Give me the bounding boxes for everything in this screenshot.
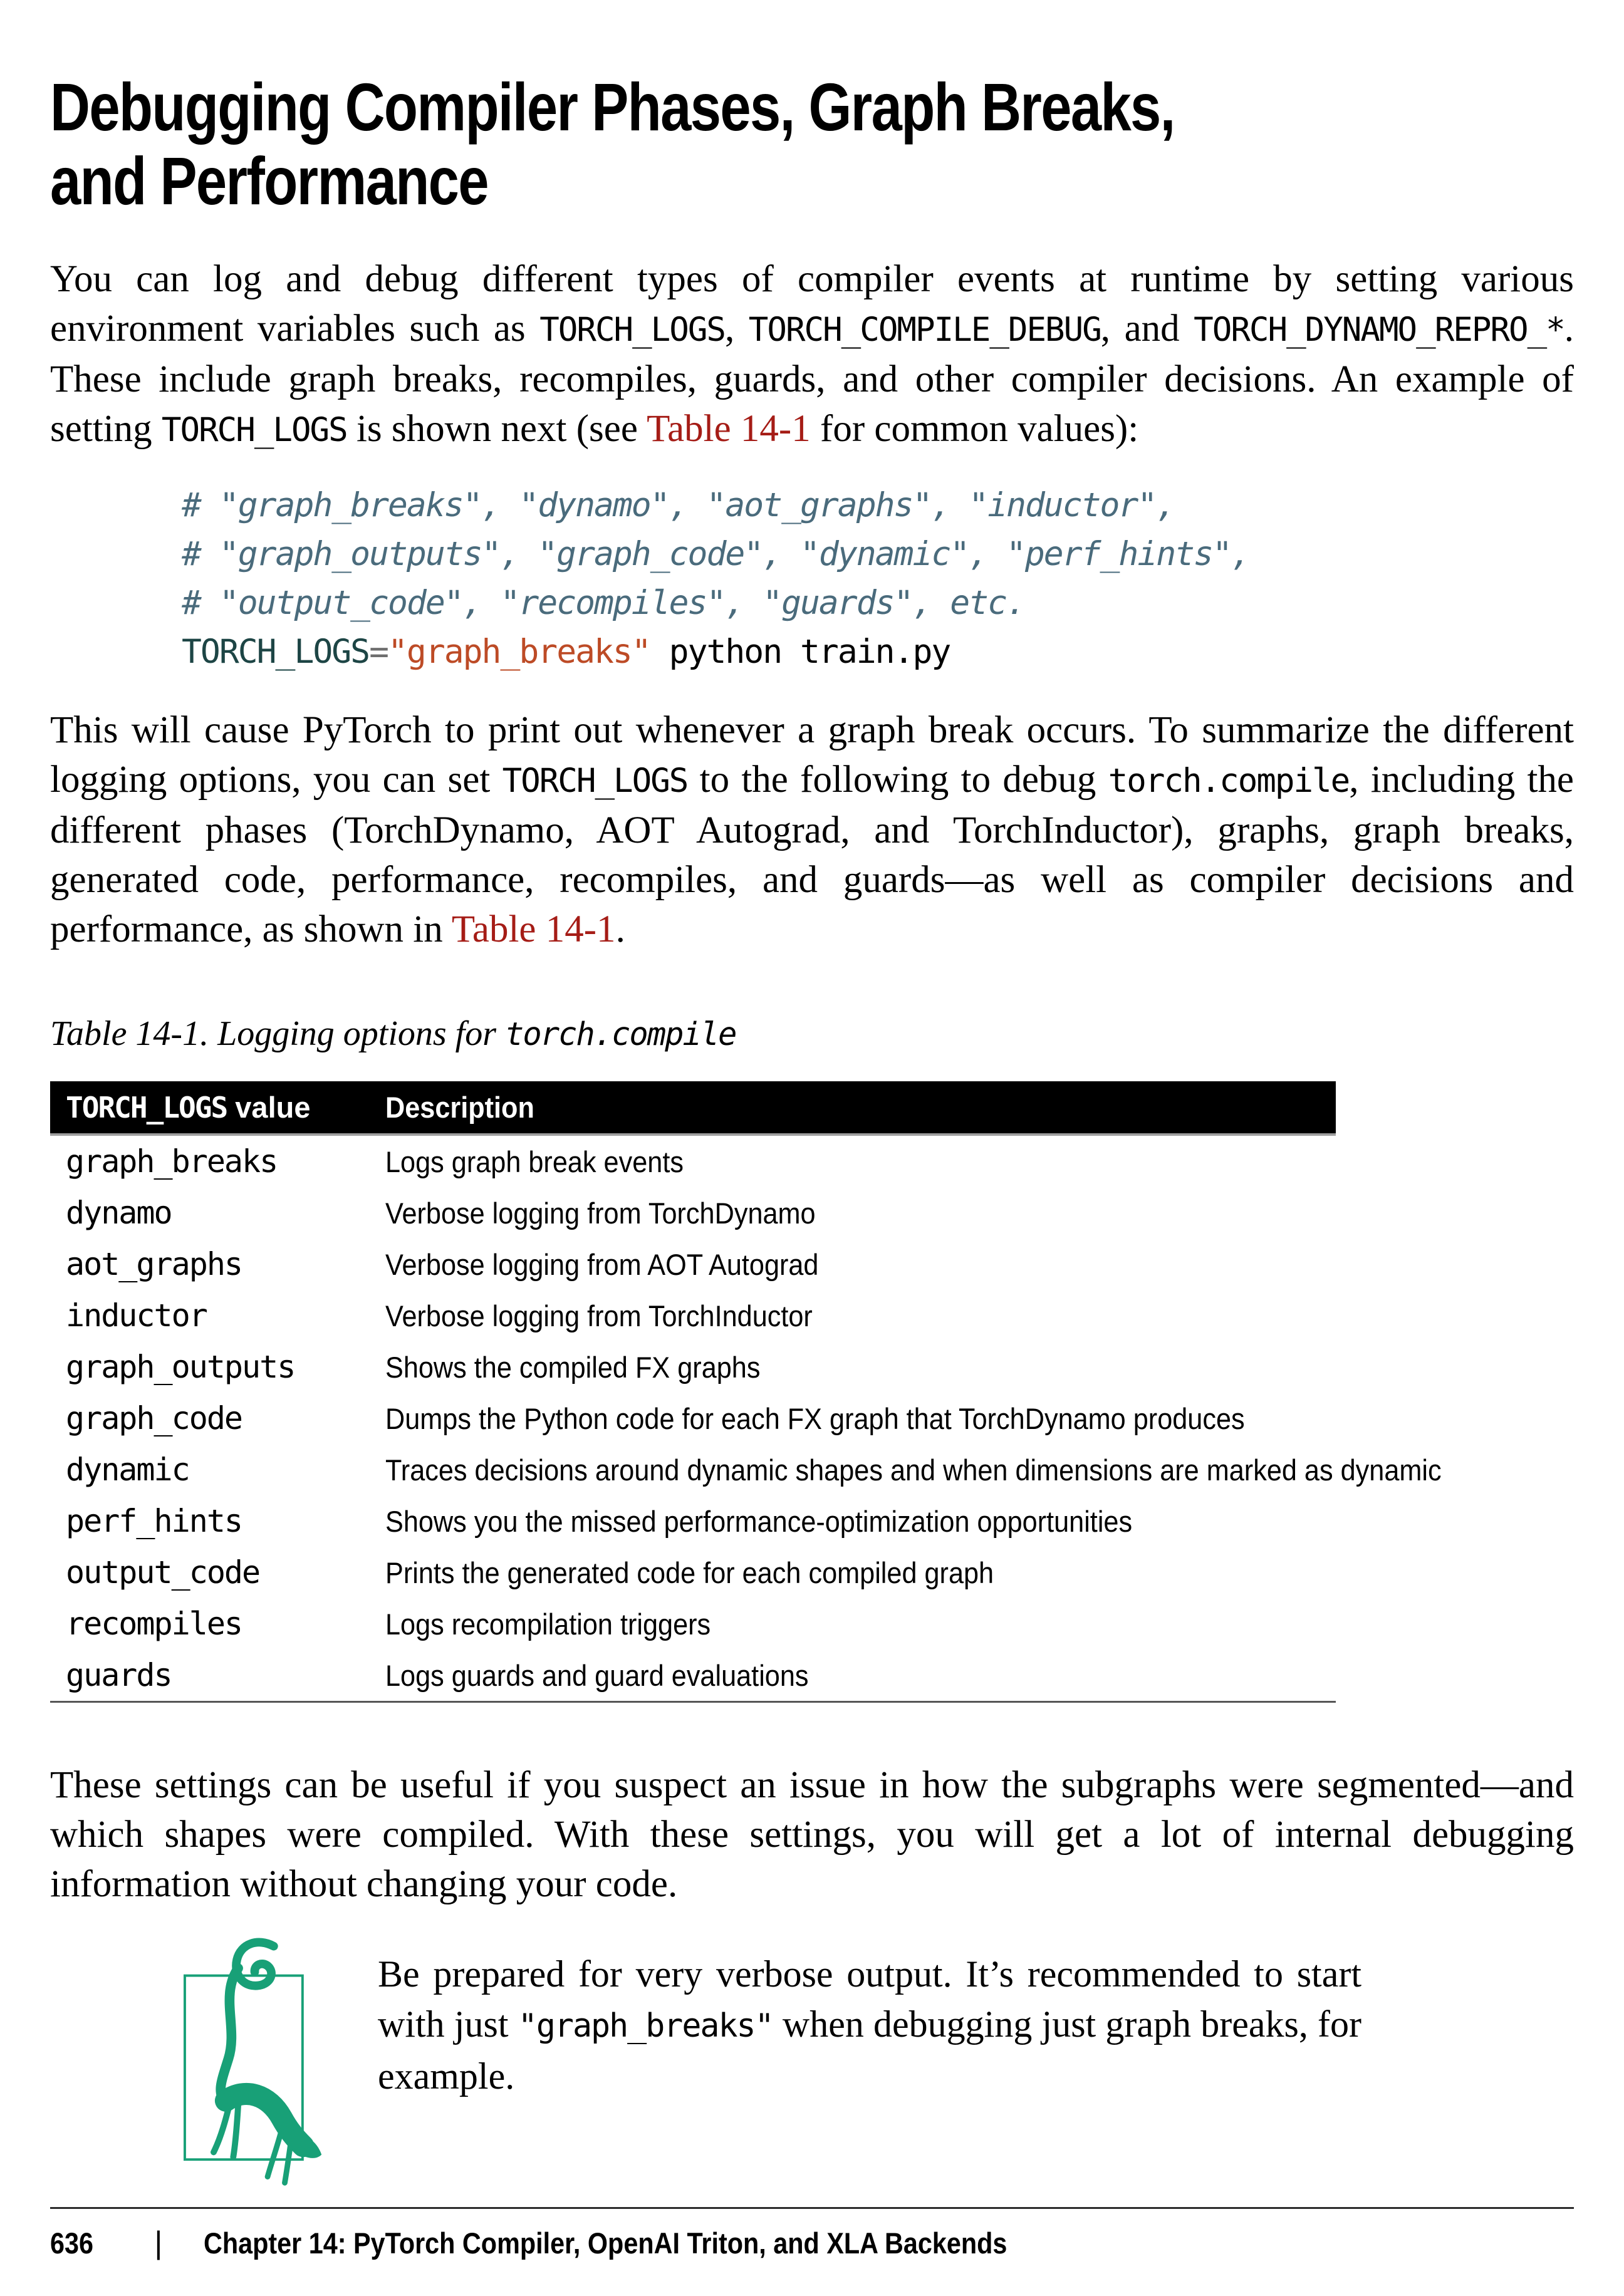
table-row — [50, 1649, 1336, 1702]
text-segment: TORCH_COMPILE_DEBUG — [748, 311, 1101, 349]
table-row — [50, 1290, 1336, 1341]
description-cell — [370, 1598, 1336, 1649]
footer-rule — [50, 2207, 1574, 2209]
description-text: Verbose logging from AOT Autograd — [385, 1247, 819, 1281]
torch-logs-value-cell: dynamic — [66, 1452, 189, 1488]
footer-separator: | — [154, 2225, 163, 2260]
table-row — [50, 1598, 1336, 1649]
page-title — [50, 70, 1299, 218]
torch-logs-value-cell: inductor — [66, 1297, 207, 1334]
text-segment: TORCH_DYNAMO_REPRO_* — [1194, 311, 1564, 349]
torch-logs-value-cell: recompiles — [66, 1606, 242, 1642]
description-cell — [370, 1239, 1336, 1290]
torch-logs-value-cell: perf_hints — [66, 1503, 242, 1539]
note-callout — [182, 1949, 1574, 2196]
table-header-row — [50, 1081, 1336, 1135]
code-segment: # "output_code", "recompiles", "guards", etc. — [182, 584, 1025, 622]
page-title-line-1: Debugging Compiler Phases, Graph Breaks, — [50, 69, 1175, 145]
text-segment: for common values): — [810, 408, 1139, 450]
description-text: Dumps the Python code for each FX graph that TorchDynamo produces — [385, 1401, 1245, 1435]
table-row — [50, 1547, 1336, 1598]
text-segment: when debugging just graph breaks, for example. — [378, 2003, 1362, 2097]
torch-logs-value-cell: aot_graphs — [66, 1246, 242, 1282]
description-cell — [370, 1444, 1442, 1495]
text-segment: torch.compile — [1108, 762, 1350, 800]
description-cell — [370, 1341, 1336, 1393]
code-segment: = — [369, 633, 388, 671]
table-row — [50, 1444, 1336, 1495]
paragraph-intro — [50, 254, 1574, 455]
code-line — [182, 579, 1574, 628]
cross-reference-link[interactable]: Table 14-1 — [647, 408, 811, 450]
torch-logs-value-cell: graph_outputs — [66, 1349, 295, 1385]
table-caption — [50, 1012, 1574, 1056]
description-cell — [370, 1187, 1336, 1239]
description-text: Verbose logging from TorchInductor — [385, 1299, 813, 1332]
text-segment: TORCH_LOGS — [539, 311, 725, 349]
code-segment: TORCH_LOGS — [182, 633, 370, 671]
page-footer — [50, 2225, 1117, 2261]
description-text: Traces decisions around dynamic shapes and when dimensions are marked as dynamic — [385, 1453, 1442, 1487]
table-row — [50, 1495, 1336, 1547]
paragraph-settings: These settings can be useful if you suspect an issue in how the subgraphs were segmented—and which shapes were compiled. With these settings, you will get a lot of internal debugging information without changing your code. — [50, 1764, 1574, 1905]
description-text: Logs recompilation triggers — [385, 1607, 711, 1641]
table-header — [50, 1081, 1336, 1135]
text-segment: , and — [1100, 308, 1194, 350]
lemur-icon — [182, 1935, 329, 2196]
text-segment: Table 14-1. Logging options for — [50, 1014, 506, 1053]
description-cell — [370, 1495, 1336, 1547]
code-line — [182, 628, 1574, 677]
text-segment: . — [615, 908, 625, 950]
table-row — [50, 1239, 1336, 1290]
text-segment: TORCH_LOGS — [502, 762, 688, 800]
text-segment: , including the different phases (TorchDynamo, AOT Autograd, and TorchInductor), graphs, graph breaks, generated code, performance, recompiles, and guards—as well as compiler decisions and performance, as shown in — [50, 759, 1574, 950]
page-title-line-2: and Performance — [50, 143, 488, 219]
code-line — [182, 481, 1574, 530]
description-cell — [370, 1290, 1336, 1341]
text-segment: Be prepared for very verbose output. It’s recommended to start with just — [378, 1953, 1361, 2045]
table-row — [50, 1341, 1336, 1393]
torch-logs-value-header — [50, 1081, 370, 1135]
torch-logs-value-cell: output_code — [66, 1554, 260, 1591]
text-segment: TORCH_LOGS — [161, 411, 347, 449]
table-row — [50, 1393, 1336, 1444]
logging-table-body — [50, 1135, 1442, 1702]
text-segment: , — [725, 308, 749, 350]
text-segment: "graph_breaks" — [518, 2007, 773, 2045]
description-cell — [370, 1393, 1336, 1444]
table-row — [50, 1135, 1336, 1187]
logging-options-table — [50, 1081, 1442, 1703]
code-block — [182, 481, 1574, 677]
description-header — [370, 1081, 1336, 1135]
text-segment: TORCH_LOGS — [66, 1091, 227, 1125]
code-segment: python train.py — [650, 633, 950, 671]
description-cell — [370, 1135, 1336, 1187]
description-text: Logs graph break events — [385, 1145, 684, 1178]
page-number: 636 — [50, 2226, 94, 2260]
note-text — [378, 1949, 1361, 2196]
description-cell — [370, 1547, 1336, 1598]
description-text: Shows the compiled FX graphs — [385, 1350, 761, 1384]
text-segment: This will cause PyTorch to print out whenever a graph break occurs. To summarize the different logging options, you can set — [50, 709, 1574, 801]
cross-reference-link[interactable]: Table 14-1 — [451, 908, 616, 950]
table-row — [50, 1187, 1336, 1239]
code-segment: "graph_breaks" — [388, 633, 650, 671]
text-segment: torch.compile — [505, 1016, 736, 1052]
code-segment: # "graph_breaks", "dynamo", "aot_graphs", "inductor", — [182, 486, 1175, 524]
description-header-text: Description — [385, 1091, 534, 1124]
torch-logs-value-cell: graph_code — [66, 1400, 242, 1436]
chapter-title: Chapter 14: PyTorch Compiler, OpenAI Triton, and XLA Backends — [204, 2226, 1007, 2260]
description-text: Shows you the missed performance-optimization opportunities — [385, 1504, 1133, 1538]
code-segment: # "graph_outputs", "graph_code", "dynamic", "perf_hints", — [182, 535, 1250, 573]
description-text: Verbose logging from TorchDynamo — [385, 1196, 816, 1230]
description-cell — [370, 1649, 1336, 1702]
text-segment: to the following to debug — [687, 759, 1108, 801]
description-text: Logs guards and guard evaluations — [385, 1658, 809, 1692]
text-segment: value — [227, 1091, 311, 1124]
text-segment: You can log and debug different types of compiler events at runtime by setting various environment variables such as — [50, 258, 1574, 350]
text-segment: . These include graph breaks, recompiles, guards, and other compiler decisions. An example of setting — [50, 308, 1575, 450]
torch-logs-value-cell: dynamo — [66, 1195, 172, 1231]
torch-logs-value-cell: guards — [66, 1657, 172, 1693]
code-line — [182, 530, 1574, 579]
paragraph-summary — [50, 705, 1574, 954]
text-segment: is shown next (see — [346, 408, 647, 450]
description-text: Prints the generated code for each compiled graph — [385, 1556, 994, 1589]
torch-logs-value-cell: graph_breaks — [66, 1143, 278, 1180]
